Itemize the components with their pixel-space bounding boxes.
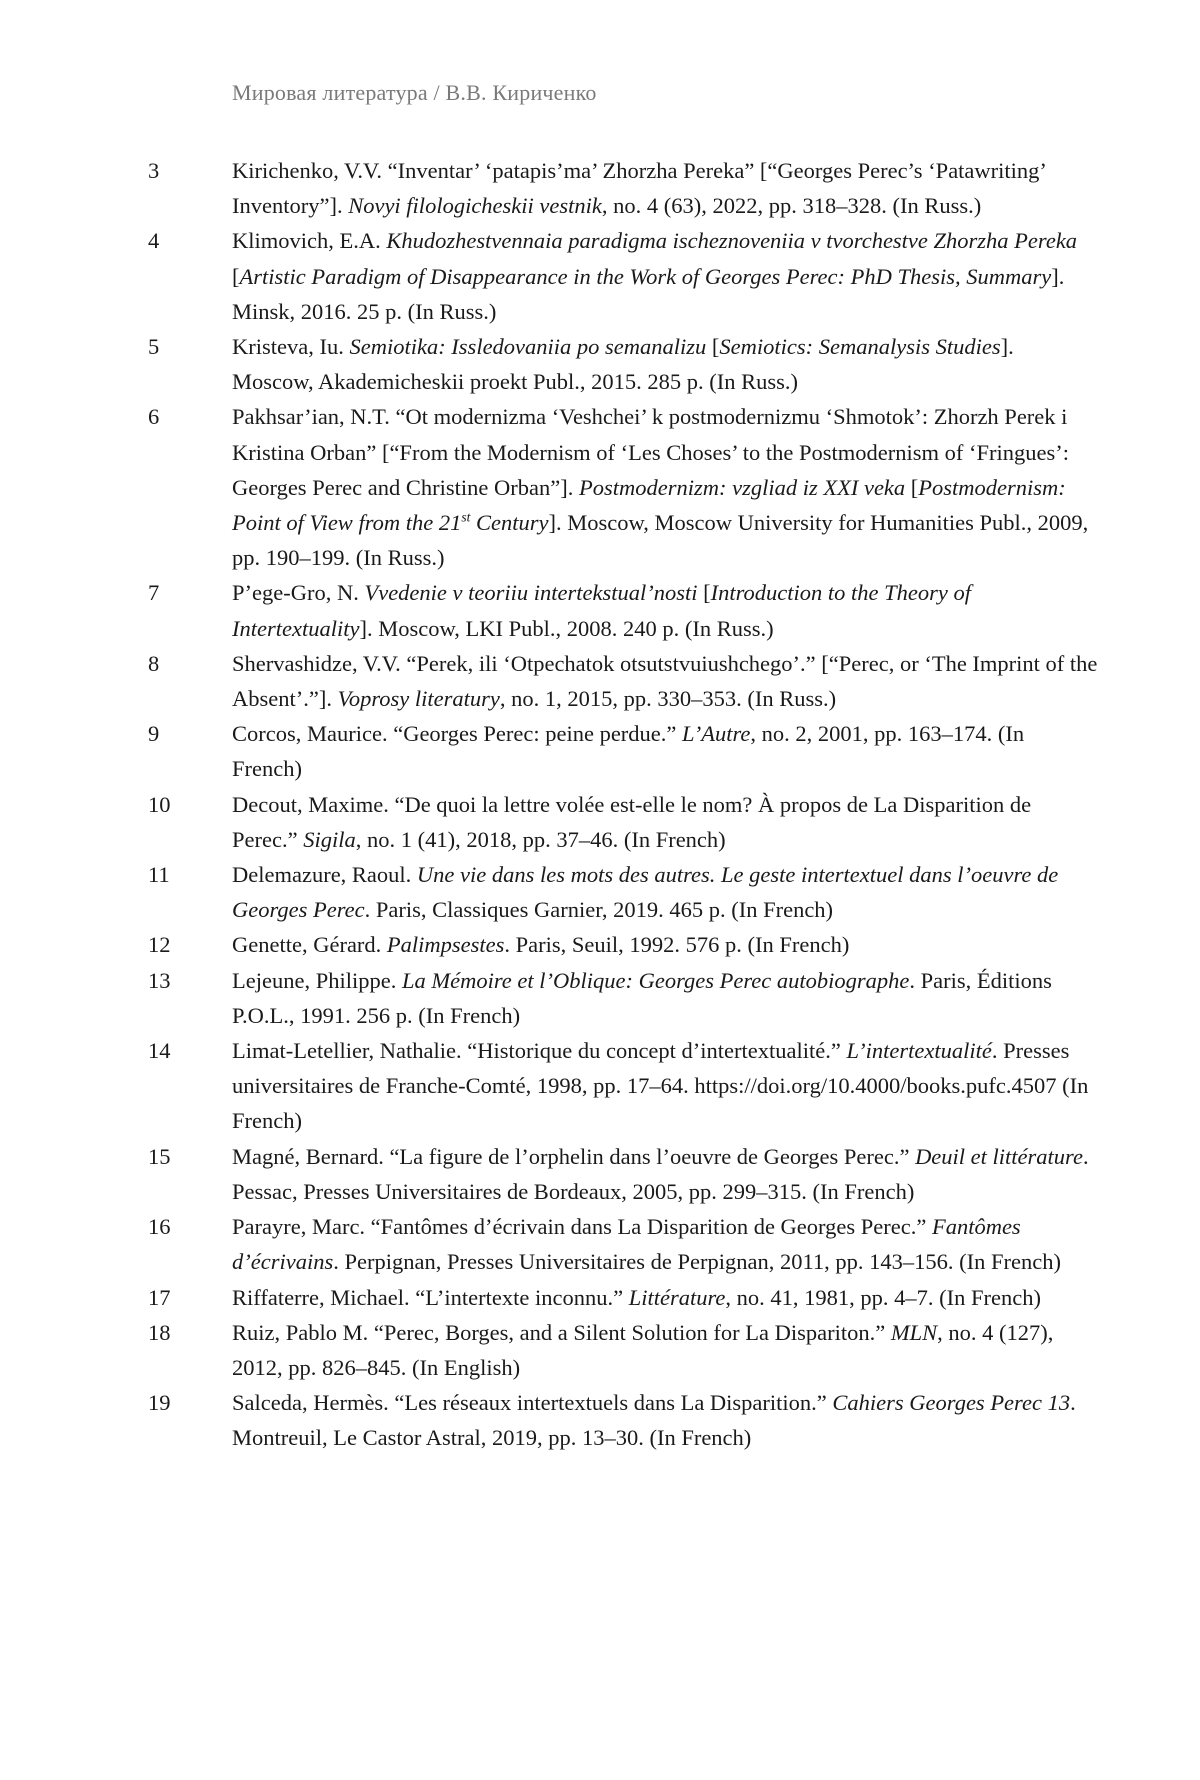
reference-entry (148, 1209, 1098, 1279)
reference-text (232, 927, 1098, 962)
reference-title-italic: Sigila (303, 826, 356, 852)
reference-text (232, 716, 1098, 786)
reference-entry (148, 399, 1098, 575)
reference-title-italic: Postmodernism: Point of View from the 21 (232, 474, 1066, 536)
reference-entry (148, 963, 1098, 1033)
reference-text (232, 329, 1098, 399)
reference-text-segment: [ (232, 263, 240, 289)
reference-title-italic: Century (470, 510, 549, 536)
reference-text-segment: . Paris, Éditions P.O.L., 1991. 256 p. (In French) (232, 967, 1052, 1028)
running-head: Мировая литература / В.В. Кириченко (232, 80, 597, 105)
reference-text-segment: , no. 1, 2015, pp. 330–353. (In Russ.) (499, 686, 837, 712)
reference-text-segment: Pakhsar’ian, N.T. “Ot modernizma ‘Veshchei’ k postmodernizmu ‘Shmotok’: Zhorzh Perek i Kristina Orban” [“From the Modernism of ‘Les Choses’ to the Postmodernism of ‘Fringues’: Georges Perec and Christine Orban”]. (232, 404, 1069, 500)
reference-text (232, 1385, 1098, 1455)
reference-title-italic: MLN (890, 1319, 938, 1345)
reference-entry (148, 857, 1098, 927)
reference-number: 8 (148, 650, 160, 676)
reference-title-italic: Postmodernizm: vzgliad iz XXI veka (578, 474, 906, 500)
reference-title-italic: Khudozhestvennaia paradigma ischeznoveniia v tvorchestve Zhorzha Pereka (386, 228, 1078, 254)
reference-text-segment: , no. 4 (127), 2012, pp. 826–845. (In English) (232, 1319, 1054, 1380)
reference-text (232, 963, 1098, 1033)
reference-title-italic: L’intertextualité (846, 1038, 992, 1064)
reference-entry (148, 153, 1098, 223)
reference-text-segment: [ (706, 334, 720, 360)
reference-number: 13 (148, 967, 171, 993)
reference-title-italic: Une vie dans les mots des autres. Le geste intertextuel dans l’oeuvre de Georges Perec (232, 862, 1059, 923)
reference-entry (148, 787, 1098, 857)
reference-text-segment: . Paris, Seuil, 1992. 576 p. (In French) (504, 932, 850, 958)
reference-number: 16 (148, 1214, 171, 1240)
reference-text-segment: Magné, Bernard. “La figure de l’orphelin dans l’oeuvre de Georges Perec.” (232, 1143, 916, 1169)
reference-text-segment: , no. 41, 1981, pp. 4–7. (In French) (725, 1284, 1041, 1310)
reference-entry (148, 646, 1098, 716)
reference-text-segment: Ruiz, Pablo M. “Perec, Borges, and a Silent Solution for La Dispariton.” (232, 1319, 891, 1345)
reference-list (148, 153, 1098, 1456)
reference-entry (148, 223, 1098, 329)
reference-text-segment: P’ege-Gro, N. (232, 580, 365, 606)
reference-text-segment: ]. Moscow, LKI Publ., 2008. 240 p. (In Russ.) (359, 615, 774, 641)
reference-title-italic: La Mémoire et l’Oblique: Georges Perec autobiographe (401, 967, 910, 993)
reference-text (232, 1033, 1098, 1139)
reference-text-segment: Lejeune, Philippe. (232, 967, 402, 993)
reference-text-segment: , no. 2, 2001, pp. 163–174. (In French) (232, 721, 1025, 782)
reference-number: 14 (148, 1038, 171, 1064)
reference-text (232, 646, 1098, 716)
reference-text (232, 223, 1098, 329)
reference-text-segment: Limat-Letellier, Nathalie. “Historique du concept d’intertextualité.” (232, 1038, 847, 1064)
reference-title-italic: st (461, 509, 471, 525)
reference-text-segment: Parayre, Marc. “Fantômes d’écrivain dans La Disparition de Georges Perec.” (232, 1214, 932, 1240)
reference-number: 7 (148, 580, 160, 606)
reference-text (232, 787, 1098, 857)
reference-text (232, 1139, 1098, 1209)
reference-text-segment: Salceda, Hermès. “Les réseaux intertextuels dans La Disparition.” (232, 1390, 833, 1416)
reference-entry (148, 1315, 1098, 1385)
reference-title-italic: Introduction to the Theory of Intertextuality (232, 580, 972, 641)
reference-entry (148, 329, 1098, 399)
reference-number: 11 (148, 862, 170, 888)
reference-text-segment: ]. Moscow, Akademicheskii proekt Publ., 2015. 285 p. (In Russ.) (232, 334, 1014, 395)
reference-text (232, 399, 1098, 575)
reference-text-segment: Kristeva, Iu. (232, 334, 350, 360)
reference-text-segment: , no. 1 (41), 2018, pp. 37–46. (In French) (355, 826, 726, 852)
reference-entry (148, 1033, 1098, 1139)
reference-text (232, 575, 1098, 645)
reference-number: 12 (148, 932, 171, 958)
reference-number: 4 (148, 228, 160, 254)
reference-text-segment: Kirichenko, V.V. “Inventar’ ‘patapis’ma’ Zhorzha Pereka” [“Georges Perec’s ‘Patawriting’ Inventory”]. (232, 158, 1046, 219)
reference-title-italic: Palimpsestes (386, 932, 505, 958)
reference-title-italic: Semiotika: Issledovaniia po semanalizu (349, 334, 707, 360)
reference-text-segment: [ (905, 474, 919, 500)
reference-text-segment: . Paris, Classiques Garnier, 2019. 465 p. (In French) (364, 897, 834, 923)
reference-number: 15 (148, 1143, 171, 1169)
reference-title-italic: Artistic Paradigm of Disappearance in the Work of Georges Perec: PhD Thesis, Summary (239, 263, 1052, 289)
reference-text-segment: Klimovich, E.A. (232, 228, 387, 254)
reference-title-italic: Novyi filologicheskii vestnik (348, 193, 602, 219)
reference-text-segment: Decout, Maxime. “De quoi la lettre volée est-elle le nom? À propos de La Disparition de Perec.” (232, 791, 1032, 852)
reference-text-segment: Delemazure, Raoul. (232, 862, 417, 888)
reference-text (232, 1280, 1098, 1315)
reference-text-segment: Riffaterre, Michael. “L’intertexte inconnu.” (232, 1284, 629, 1310)
reference-title-italic: Cahiers Georges Perec 13 (832, 1390, 1071, 1416)
reference-text-segment: Corcos, Maurice. “Georges Perec: peine perdue.” (232, 721, 683, 747)
reference-number: 17 (148, 1284, 171, 1310)
reference-title-italic: Deuil et littérature (915, 1143, 1083, 1169)
reference-text-segment: . Perpignan, Presses Universitaires de Perpignan, 2011, pp. 143–156. (In French) (333, 1249, 1061, 1275)
reference-text-segment: . Montreuil, Le Castor Astral, 2019, pp. 13–30. (In French) (232, 1390, 1076, 1451)
reference-title-italic: Semiotics: Semanalysis Studies (719, 334, 1001, 360)
reference-text-segment: ]. Moscow, Moscow University for Humanities Publ., 2009, pp. 190–199. (In Russ.) (232, 510, 1089, 571)
reference-text-segment: Shervashidze, V.V. “Perek, ili ‘Otpechatok otsutstvuiushchego’.” [“Perec, or ‘The Imprint of the Absent’.”]. (232, 650, 1098, 712)
reference-number: 9 (148, 721, 160, 747)
reference-title-italic: Fantômes d’écrivains (232, 1214, 1021, 1275)
reference-title-italic: Voprosy literatury (337, 686, 500, 712)
reference-title-italic: L’Autre (682, 721, 751, 747)
reference-text-segment: Genette, Gérard. (232, 932, 387, 958)
reference-number: 5 (148, 334, 160, 360)
reference-text (232, 153, 1098, 223)
reference-entry (148, 575, 1098, 645)
reference-text-segment: . Pessac, Presses Universitaires de Bordeaux, 2005, pp. 299–315. (In French) (232, 1143, 1089, 1204)
reference-entry (148, 1385, 1098, 1455)
reference-title-italic: Vvedenie v teoriiu intertekstual’nosti (364, 580, 698, 606)
reference-entry (148, 716, 1098, 786)
reference-number: 10 (148, 791, 171, 817)
reference-text (232, 1209, 1098, 1279)
reference-entry (148, 927, 1098, 962)
reference-number: 6 (148, 404, 160, 430)
reference-text-segment: . Presses universitaires de Franche-Comté, 1998, pp. 17–64. https://doi.org/10.4000/books.pufc.4507 (In French) (232, 1038, 1089, 1134)
reference-title-italic: Littérature (628, 1284, 726, 1310)
reference-number: 3 (148, 158, 160, 183)
reference-entry (148, 1280, 1098, 1315)
reference-text-segment: , no. 4 (63), 2022, pp. 318–328. (In Russ.) (601, 193, 982, 219)
reference-text (232, 857, 1098, 927)
reference-text-segment: ]. Minsk, 2016. 25 p. (In Russ.) (232, 263, 1065, 324)
reference-number: 18 (148, 1319, 171, 1345)
reference-text-segment: [ (697, 580, 711, 606)
reference-number: 19 (148, 1390, 171, 1416)
reference-text (232, 1315, 1098, 1385)
reference-entry (148, 1139, 1098, 1209)
